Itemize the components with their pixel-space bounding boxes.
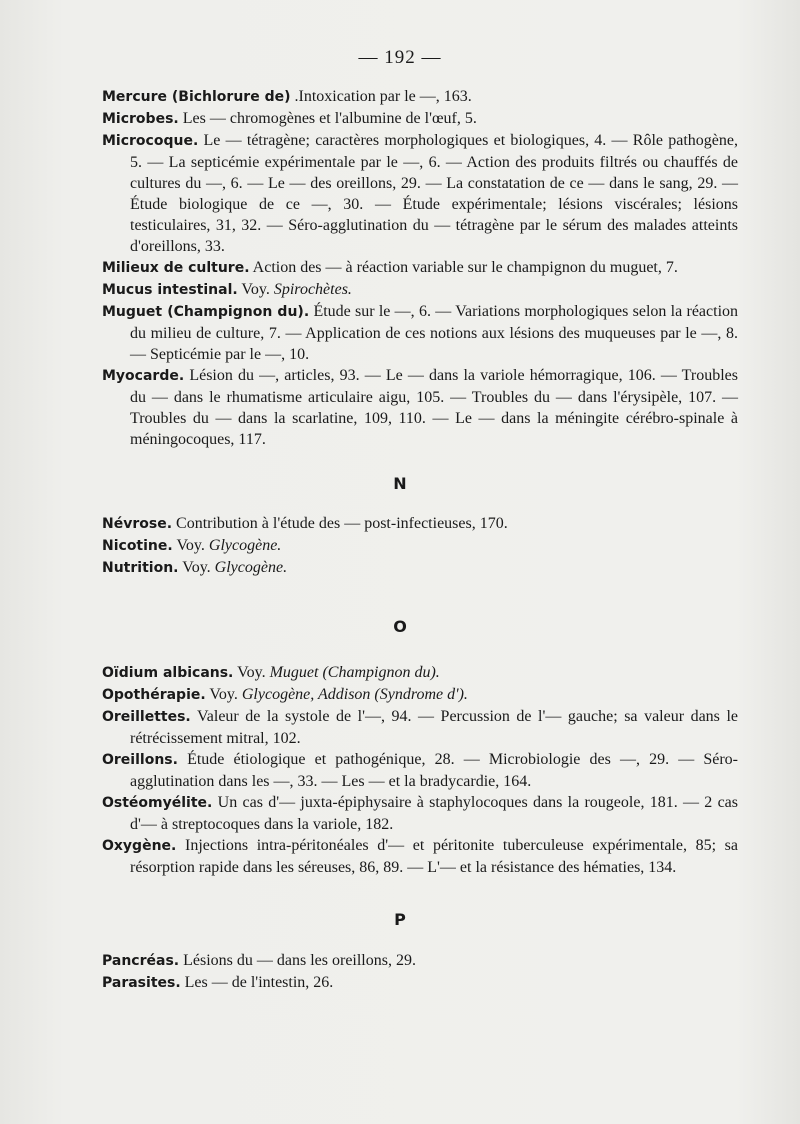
entry-milieux <box>102 257 738 279</box>
entry-mucus <box>102 279 738 301</box>
entry-keyword: Oïdium albicans. <box>102 665 234 681</box>
entry-keyword: Oreillons. <box>102 752 178 768</box>
entry-microbes <box>102 108 738 130</box>
entry-oidium <box>102 662 738 684</box>
entry-text: Étude étiologique et pathogénique, 28. — Microbiologie des —, 29. — Séro-agglutination dans les —, 33. — Les — et la bradycardie, 164. <box>130 751 738 790</box>
entry-keyword: Névrose. <box>102 516 173 532</box>
entry-keyword: Milieux de culture. <box>102 260 250 276</box>
entry-crossref: Glycogène. <box>208 537 282 554</box>
entry-nicotine <box>102 535 738 557</box>
section-o <box>102 662 738 878</box>
entry-crossref: Muguet (Champignon du). <box>269 664 440 681</box>
entry-crossref: Glycogène, Addison (Syndrome d'). <box>241 686 468 703</box>
entry-oreillons <box>102 749 738 792</box>
entry-opotherapie <box>102 684 738 706</box>
entry-oreillettes <box>102 706 738 749</box>
entry-text: Étude sur le —, 6. — Variations morphologiques selon la réaction du milieu de culture, 7. — Application de ces notions aux lésions des muqueuses par le —, 8. — Septicémie par le —, 10. <box>130 303 739 363</box>
section-letter-p: P <box>394 910 406 929</box>
entry-text: Lésion du —, articles, 93. — Le — dans la variole hémorragique, 106. — Troubles du — dans le rhumatisme articulaire aigu, 105. — Troubles du — dans l'érysipèle, 107. — Troubles du — dans la scarlatine, 109, 110. — Le — dans la méningite cérébro-spinale à méningocoques, 117. <box>130 367 738 448</box>
entry-text: Action des — à réaction variable sur le champignon du muguet, 7. <box>252 259 678 276</box>
entry-keyword: Microcoque. <box>102 133 199 149</box>
entry-nutrition <box>102 557 738 579</box>
entry-text: Le — tétragène; caractères morphologiques et biologiques, 4. — Rôle pathogène, 5. — La septicémie expérimentale par le —, 6. — Action des produits filtrés ou chauffés de cultures du —, 6. — Le — des oreillons, 29. — La constatation de ce — dans le sang, 29. — Étude biologique de ce —, 30. — Étude expérimentale; lésions viscérales; lésions testiculaires, 31, 32. — Séro-agglutination du — tétragène par le sérum des malades atteints d'oreillons, 33. <box>130 132 739 255</box>
entry-myocarde <box>102 365 738 450</box>
entry-parasites <box>102 972 738 994</box>
section-letter-o: O <box>393 617 407 636</box>
entry-keyword: Oreillettes. <box>102 709 191 725</box>
entry-text: Contribution à l'étude des — post-infectieuses, 170. <box>176 515 508 532</box>
entry-keyword: Nutrition. <box>102 560 179 576</box>
entry-text: Lésions du — dans les oreillons, 29. <box>183 952 416 969</box>
entry-mercure <box>102 86 738 108</box>
entry-microcoque <box>102 130 738 257</box>
entry-keyword: Pancréas. <box>102 953 180 969</box>
entry-keyword: Mercure (Bichlorure de) <box>102 89 291 105</box>
page-number: — 192 — <box>358 47 442 68</box>
section-p <box>102 950 738 994</box>
entry-text: Voy. <box>209 686 242 703</box>
entry-text: Injections intra-péritonéales d'— et péritonite tuberculeuse expérimentale, 85; sa résorption rapide dans les séreuses, 86, 89. — L'— et la résistance des hématies, 134. <box>130 837 738 876</box>
entry-text: Valeur de la systole de l'—, 94. — Percussion de l'— gauche; sa valeur dans le rétrécissement mitral, 102. <box>130 708 738 747</box>
entry-text: Les — de l'intestin, 26. <box>184 974 334 991</box>
entry-keyword: Mucus intestinal. <box>102 282 238 298</box>
entry-text: Voy. <box>176 537 209 554</box>
entry-keyword: Myocarde. <box>102 368 185 384</box>
entry-keyword: Parasites. <box>102 975 181 991</box>
entry-keyword: Microbes. <box>102 111 179 127</box>
section-letter-n: N <box>393 474 407 493</box>
entry-text: Voy. <box>237 664 270 681</box>
entry-pancreas <box>102 950 738 972</box>
section-n <box>102 513 738 579</box>
entry-crossref: Spirochètes. <box>273 281 352 298</box>
entry-text: Un cas d'— juxta-épiphysaire à staphylocoques dans la rougeole, 181. — 2 cas d'— à streptocoques dans la variole, 182. <box>130 794 739 833</box>
entry-keyword: Oxygène. <box>102 838 177 854</box>
entry-keyword: Opothérapie. <box>102 687 206 703</box>
entry-text: Les — chromogènes et l'albumine de l'œuf, 5. <box>182 110 477 127</box>
entry-oxygene <box>102 835 738 878</box>
section-m <box>102 86 738 450</box>
entry-keyword: Nicotine. <box>102 538 173 554</box>
entry-crossref: Glycogène. <box>214 559 288 576</box>
entry-keyword: Ostéomyélite. <box>102 795 213 811</box>
entry-osteomyelite <box>102 792 738 835</box>
entry-nevrose <box>102 513 738 535</box>
entry-keyword: Muguet (Champignon du). <box>102 304 310 320</box>
entry-text: .Intoxication par le —, 163. <box>294 88 472 105</box>
entry-text: Voy. <box>241 281 274 298</box>
entry-text: Voy. <box>182 559 215 576</box>
entry-muguet <box>102 301 738 365</box>
